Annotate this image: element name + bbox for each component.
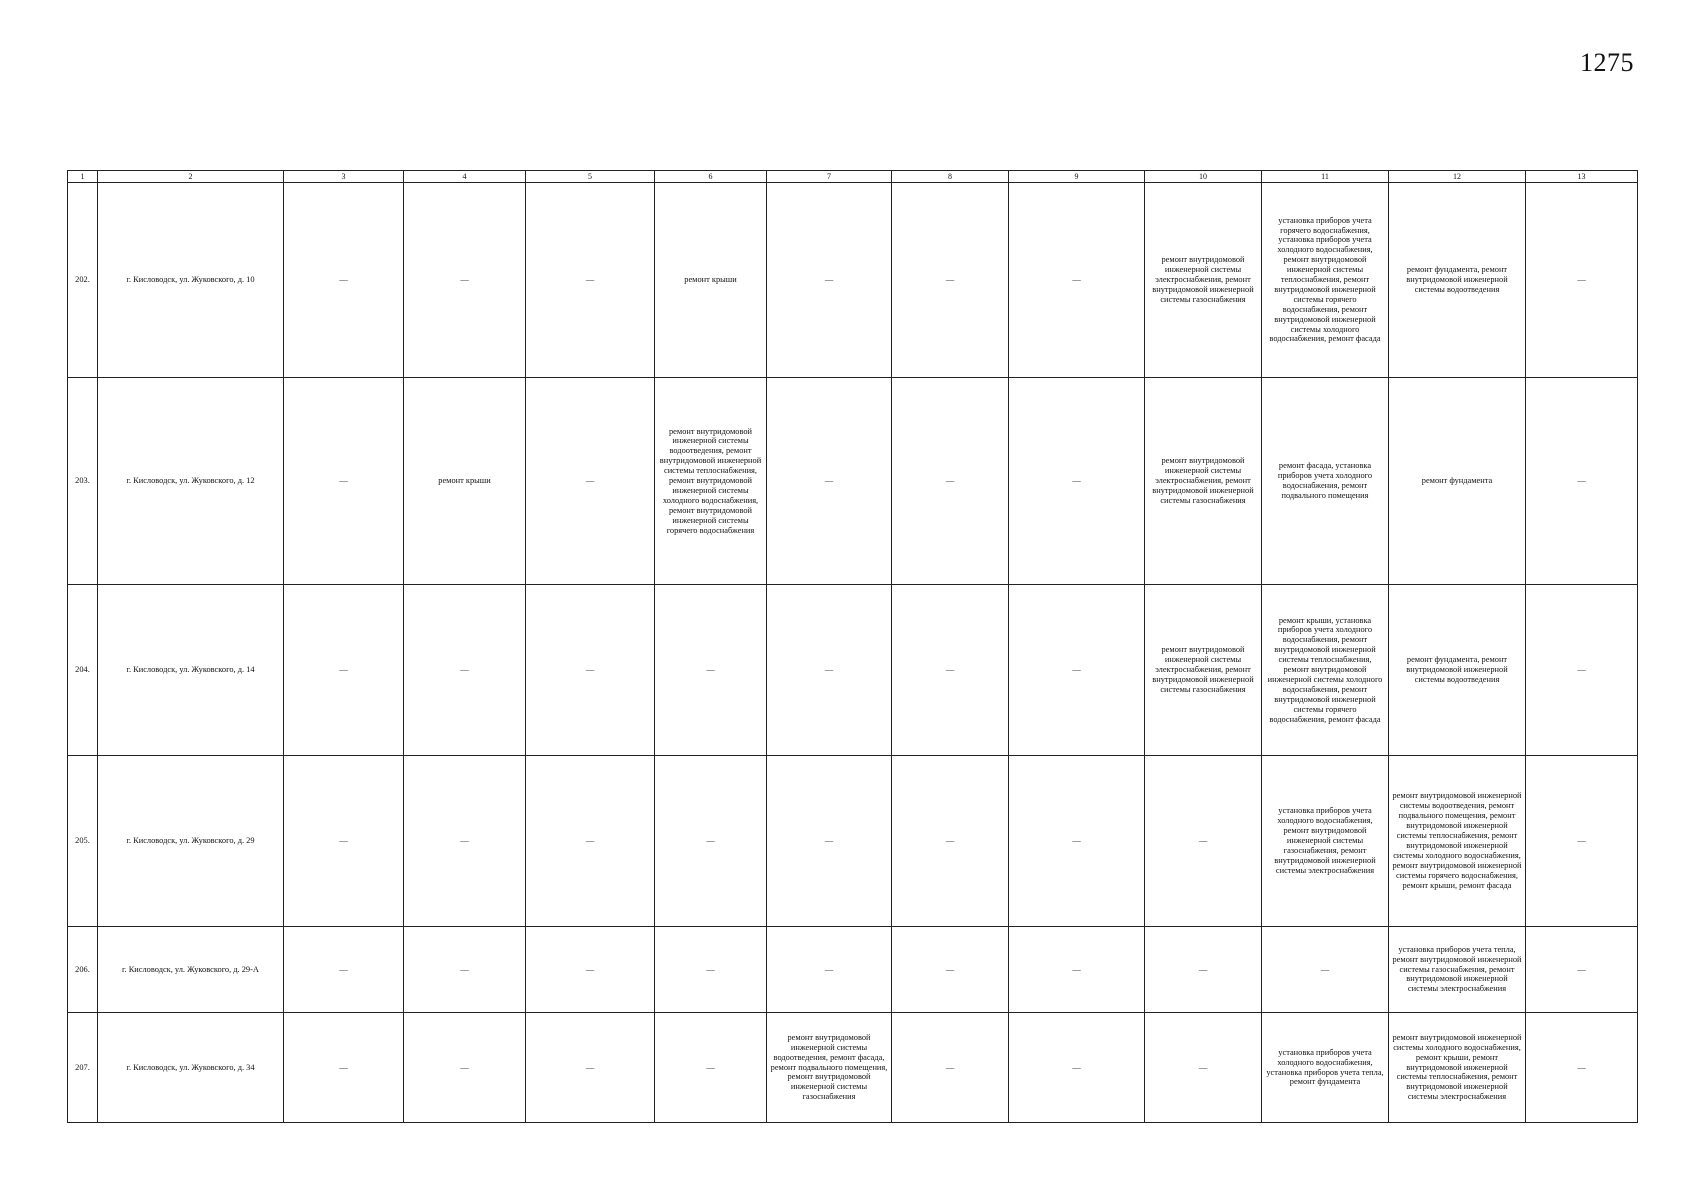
empty-dash-cell: —	[1009, 1013, 1145, 1123]
empty-dash-cell: —	[767, 585, 892, 756]
empty-dash-cell: —	[526, 183, 655, 378]
empty-dash-cell: —	[1009, 585, 1145, 756]
address-cell: г. Кисловодск, ул. Жуковского, д. 29-А	[98, 927, 284, 1013]
table-row	[68, 378, 1638, 585]
empty-dash-cell: —	[1526, 183, 1638, 378]
work-description-cell: установка приборов учета холодного водоснабжения, ремонт внутридомовой инженерной системы газоснабжения, ремонт внутридомовой инженерной системы электроснабжения	[1262, 756, 1389, 927]
address-cell: г. Кисловодск, ул. Жуковского, д. 29	[98, 756, 284, 927]
row-number: 204.	[68, 585, 98, 756]
empty-dash-cell: —	[767, 183, 892, 378]
column-number-header: 5	[526, 171, 655, 183]
empty-dash-cell: —	[1526, 756, 1638, 927]
column-number-header: 1	[68, 171, 98, 183]
table-row	[68, 1013, 1638, 1123]
empty-dash-cell: —	[1009, 378, 1145, 585]
work-description-cell: ремонт фундамента, ремонт внутридомовой инженерной системы водоотведения	[1389, 183, 1526, 378]
row-number: 205.	[68, 756, 98, 927]
work-description-cell: ремонт фундамента, ремонт внутридомовой инженерной системы водоотведения	[1389, 585, 1526, 756]
empty-dash-cell: —	[526, 927, 655, 1013]
table-row	[68, 183, 1638, 378]
work-description-cell: ремонт внутридомовой инженерной системы холодного водоснабжения, ремонт крыши, ремонт внутридомовой инженерной системы теплоснабжения, ремонт внутридомовой инженерной системы электроснабжения	[1389, 1013, 1526, 1123]
work-description-cell: ремонт крыши	[404, 378, 526, 585]
empty-dash-cell: —	[1009, 927, 1145, 1013]
table-body	[68, 183, 1638, 1123]
column-number-header: 9	[1009, 171, 1145, 183]
empty-dash-cell: —	[526, 1013, 655, 1123]
empty-dash-cell: —	[655, 927, 767, 1013]
work-description-cell: ремонт внутридомовой инженерной системы водоотведения, ремонт подвального помещения, ремонт внутридомовой инженерной системы теплоснабжения, ремонт внутридомовой инженерной системы холодного водоснабжения, ремонт внутридомовой инженерной системы горячего водоснабжения, ремонт крыши, ремонт фасада	[1389, 756, 1526, 927]
empty-dash-cell: —	[767, 378, 892, 585]
empty-dash-cell: —	[1009, 756, 1145, 927]
empty-dash-cell: —	[1145, 927, 1262, 1013]
column-number-header: 4	[404, 171, 526, 183]
row-number: 202.	[68, 183, 98, 378]
empty-dash-cell: —	[892, 927, 1009, 1013]
empty-dash-cell: —	[1009, 183, 1145, 378]
work-description-cell: ремонт внутридомовой инженерной системы электроснабжения, ремонт внутридомовой инженерной системы газоснабжения	[1145, 378, 1262, 585]
works-table	[67, 170, 1638, 1123]
empty-dash-cell: —	[404, 183, 526, 378]
work-description-cell: ремонт фасада, установка приборов учета холодного водоснабжения, ремонт подвального помещения	[1262, 378, 1389, 585]
work-description-cell: ремонт фундамента	[1389, 378, 1526, 585]
empty-dash-cell: —	[526, 756, 655, 927]
row-number: 206.	[68, 927, 98, 1013]
column-number-header: 13	[1526, 171, 1638, 183]
empty-dash-cell: —	[1526, 1013, 1638, 1123]
empty-dash-cell: —	[284, 927, 404, 1013]
work-description-cell: ремонт внутридомовой инженерной системы водоотведения, ремонт фасада, ремонт подвального помещения, ремонт внутридомовой инженерной системы газоснабжения	[767, 1013, 892, 1123]
column-number-header: 12	[1389, 171, 1526, 183]
empty-dash-cell: —	[404, 756, 526, 927]
empty-dash-cell: —	[767, 756, 892, 927]
column-number-header: 3	[284, 171, 404, 183]
empty-dash-cell: —	[284, 378, 404, 585]
work-description-cell: ремонт внутридомовой инженерной системы водоотведения, ремонт внутридомовой инженерной системы теплоснабжения, ремонт внутридомовой инженерной системы холодного водоснабжения, ремонт внутридомовой инженерной системы горячего водоснабжения	[655, 378, 767, 585]
work-description-cell: ремонт крыши, установка приборов учета холодного водоснабжения, ремонт внутридомовой инженерной системы теплоснабжения, ремонт внутридомовой инженерной системы холодного водоснабжения, ремонт внутридомовой инженерной системы горячего водоснабжения, ремонт фасада	[1262, 585, 1389, 756]
empty-dash-cell: —	[284, 756, 404, 927]
empty-dash-cell: —	[284, 183, 404, 378]
empty-dash-cell: —	[892, 378, 1009, 585]
empty-dash-cell: —	[1145, 756, 1262, 927]
empty-dash-cell: —	[655, 756, 767, 927]
row-number: 207.	[68, 1013, 98, 1123]
work-description-cell: установка приборов учета горячего водоснабжения, установка приборов учета холодного водоснабжения, ремонт внутридомовой инженерной системы теплоснабжения, ремонт внутридомовой инженерной системы горячего водоснабжения, ремонт внутридомовой инженерной системы холодного водоснабжения, ремонт фасада	[1262, 183, 1389, 378]
work-description-cell: ремонт крыши	[655, 183, 767, 378]
empty-dash-cell: —	[404, 927, 526, 1013]
empty-dash-cell: —	[655, 1013, 767, 1123]
work-description-cell: установка приборов учета холодного водоснабжения, установка приборов учета тепла, ремонт фундамента	[1262, 1013, 1389, 1123]
empty-dash-cell: —	[1145, 1013, 1262, 1123]
empty-dash-cell: —	[1526, 927, 1638, 1013]
address-cell: г. Кисловодск, ул. Жуковского, д. 10	[98, 183, 284, 378]
column-number-header: 11	[1262, 171, 1389, 183]
row-number: 203.	[68, 378, 98, 585]
address-cell: г. Кисловодск, ул. Жуковского, д. 34	[98, 1013, 284, 1123]
empty-dash-cell: —	[767, 927, 892, 1013]
column-number-header: 10	[1145, 171, 1262, 183]
work-description-cell: ремонт внутридомовой инженерной системы электроснабжения, ремонт внутридомовой инженерной системы газоснабжения	[1145, 183, 1262, 378]
empty-dash-cell: —	[655, 585, 767, 756]
column-number-header: 8	[892, 171, 1009, 183]
address-cell: г. Кисловодск, ул. Жуковского, д. 14	[98, 585, 284, 756]
empty-dash-cell: —	[1262, 927, 1389, 1013]
empty-dash-cell: —	[404, 585, 526, 756]
empty-dash-cell: —	[284, 1013, 404, 1123]
empty-dash-cell: —	[892, 585, 1009, 756]
table-row	[68, 585, 1638, 756]
empty-dash-cell: —	[892, 183, 1009, 378]
column-number-header: 7	[767, 171, 892, 183]
empty-dash-cell: —	[526, 585, 655, 756]
column-number-header: 2	[98, 171, 284, 183]
empty-dash-cell: —	[892, 1013, 1009, 1123]
empty-dash-cell: —	[1526, 585, 1638, 756]
column-number-header: 6	[655, 171, 767, 183]
table-row	[68, 927, 1638, 1013]
work-description-cell: ремонт внутридомовой инженерной системы электроснабжения, ремонт внутридомовой инженерной системы газоснабжения	[1145, 585, 1262, 756]
empty-dash-cell: —	[892, 756, 1009, 927]
page-number: 1275	[1580, 48, 1634, 77]
table-row	[68, 756, 1638, 927]
empty-dash-cell: —	[404, 1013, 526, 1123]
empty-dash-cell: —	[284, 585, 404, 756]
empty-dash-cell: —	[1526, 378, 1638, 585]
empty-dash-cell: —	[526, 378, 655, 585]
work-description-cell: установка приборов учета тепла, ремонт внутридомовой инженерной системы газоснабжения, ремонт внутридомовой инженерной системы электроснабжения	[1389, 927, 1526, 1013]
column-number-row	[68, 171, 1638, 183]
address-cell: г. Кисловодск, ул. Жуковского, д. 12	[98, 378, 284, 585]
